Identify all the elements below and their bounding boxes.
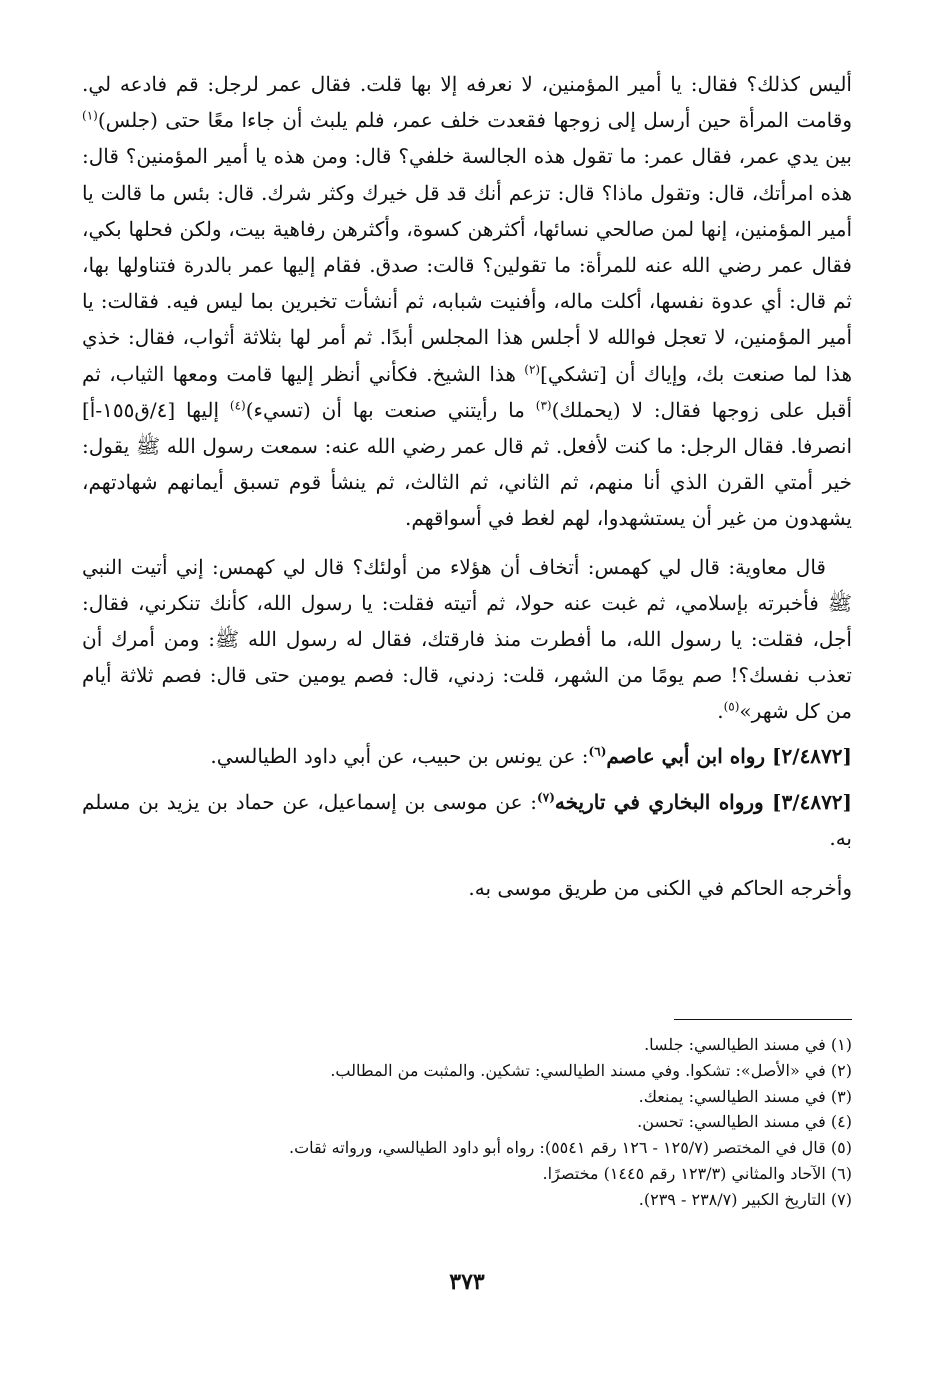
footnote-ref-3: (٣)	[535, 398, 552, 413]
paragraph-1	[82, 66, 852, 537]
main-text	[82, 66, 852, 906]
hadith-ref-3: [٣/٤٨٧٢] ورواه البخاري في تاريخه	[554, 789, 853, 814]
footnote-ref-6: (٦)	[588, 744, 607, 758]
paragraph-5	[82, 870, 852, 906]
paragraph-2	[82, 549, 852, 730]
footnote-ref-5: (٥)	[723, 699, 740, 714]
paragraph-4	[82, 784, 852, 856]
paragraph-3-text: : عن يونس بن حبيب، عن أبي داود الطيالسي.	[210, 743, 589, 768]
footnote-ref-2: (٢)	[524, 361, 541, 376]
hadith-ref-2: [٢/٤٨٧٢] رواه ابن أبي عاصم	[606, 743, 852, 768]
footnote-3: (٣) في مسند الطيالسي: يمنعك.	[638, 1086, 852, 1106]
paragraph-1-text-c: هذا الشيخ. فكأني أنظر إليها قامت ومعها الثياب، ثم أقبل على زوجها فقال: لا (يحملك)	[82, 361, 852, 422]
footnote-ref-7: (٧)	[537, 790, 555, 805]
footnote-2: (٢) في «الأصل»: تشكوا. وفي مسند الطيالسي: تشكين. والمثبت من المطالب.	[330, 1060, 852, 1080]
paragraph-5-text: وأخرجه الحاكم في الكنى من طريق موسى به.	[468, 876, 852, 901]
paragraph-1-text-b: بين يدي عمر، فقال عمر: ما تقول هذه الجالسة خلفي؟ قال: ومن هذه يا أمير المؤمنين؟ قال: هذه امرأتك، قال: وتقول ماذا؟ قال: تزعم أنك قد قل خيرك وكثر شرك. قال: بئس ما قالت يا أمير المؤمنين، إنها لمن صالحي نسائها، أكثرهن كسوة، وأكثرهن رفاهية بيت، ولكن فحلها بكي، فقال عمر رضي الله عنه للمرأة: ما تقولين؟ قالت: صدق. فقام إليها عمر بالدرة فتناولها بها، ثم قال: أي عدوة نفسها، أكلت ماله، وأفنيت شبابه، ثم أنشأت تخبرين بما ليس فيه. فقالت: يا أمير المؤمنين، لا تعجل فوالله لا أجلس هذا المجلس أبدًا. ثم أمر لها بثلاثة أثواب، فقال: خذي هذا لما صنعت بك، وإياك أن [تشكي]	[82, 144, 852, 386]
footnote-4: (٤) في مسند الطيالسي: تحسن.	[637, 1112, 852, 1132]
footnote-1: (١) في مسند الطيالسي: جلسا.	[644, 1035, 852, 1054]
footnote-ref-1: (١)	[82, 108, 98, 123]
page-number: ٣٧٣	[449, 1269, 485, 1295]
paragraph-1-text: أليس كذلك؟ فقال: يا أمير المؤمنين، لا نعرفه إلا بها قلت. فقال عمر لرجل: قم فادعه لي. وقامت المرأة حين أرسل إلى زوجها فقعدت خلف عمر، فلم يلبث أن جاءا معًا حتى (جلس)	[82, 72, 852, 133]
paragraph-2-end: .	[717, 699, 724, 724]
footnote-divider	[674, 1019, 852, 1020]
footnote-5: (٥) قال في المختصر (١٢٥/٧ - ١٢٦ رقم ٥٥٤١): رواه أبو داود الطيالسي، ورواته ثقات.	[289, 1138, 852, 1158]
footnotes	[82, 1032, 852, 1213]
footnote-6: (٦) الآحاد والمثاني (١٢٣/٣ رقم ١٤٤٥) مختصرًا.	[542, 1163, 852, 1183]
paragraph-3	[82, 738, 852, 774]
paragraph-1-text-e: إليها [٤/ق١٥٥-أ] انصرفا. فقال الرجل: ما كنت لأفعل. ثم قال عمر رضي الله عنه: سمعت رسول الله ﷺ يقول: خير أمتي القرن الذي أنا منهم، ثم الثاني، ثم الثالث، ثم ينشأ قوم تسبق أيمانهم شهادتهم، يشهدون من غير أن يستشهدوا، لهم لغط في أسواقهم.	[82, 397, 852, 531]
footnote-ref-4: (٤)	[229, 398, 246, 413]
footnote-7: (٧) التاريخ الكبير (٢٣٨/٧ - ٢٣٩).	[638, 1189, 852, 1209]
paragraph-1-text-d: ما رأيتني صنعت بها أن (تسيء)	[245, 397, 536, 422]
paragraph-4-text: : عن موسى بن إسماعيل، عن حماد بن يزيد بن مسلم به.	[82, 789, 852, 851]
paragraph-2-text: قال معاوية: قال لي كهمس: أتخاف أن هؤلاء من أولئك؟ قال لي كهمس: إني أتيت النبي ﷺ فأخبرته بإسلامي، ثم غبت عنه حولا، ثم أتيته فقلت: يا رسول الله، كأنك تنكرني، فقال: أجل، فقلت: يا رسول الله، ما أفطرت منذ فارقتك، فقال له رسول الله ﷺ: ومن أمرك أن تعذب نفسك؟! صم يومًا من الشهر، قلت: زدني، قال: فصم يومين حتى قال: فصم ثلاثة أيام من كل شهر»	[82, 554, 852, 724]
